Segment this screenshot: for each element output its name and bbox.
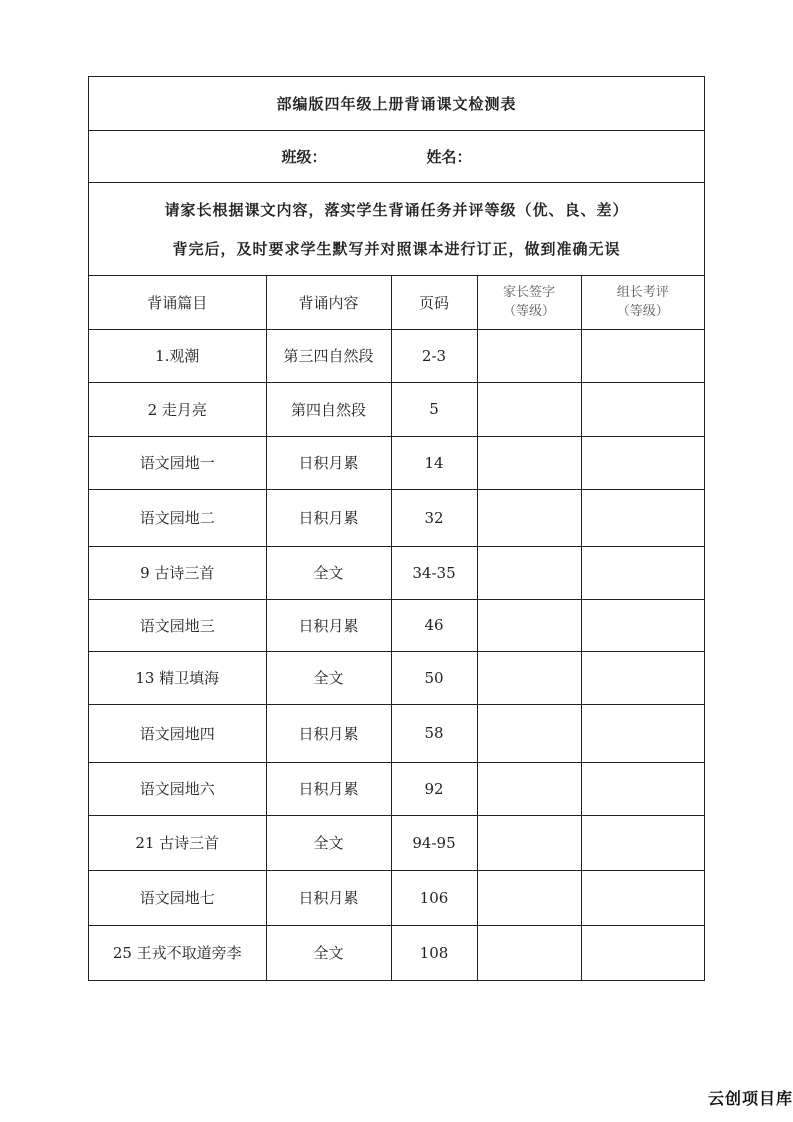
table-row — [89, 599, 704, 651]
row-page-cell: 108 — [391, 925, 477, 980]
parent-signature-cell[interactable] — [477, 925, 581, 980]
row-content-cell: 日积月累 — [266, 599, 391, 651]
student-info-row — [89, 131, 704, 183]
row-title-cell: 25 王戎不取道旁李 — [89, 925, 266, 980]
row-content-cell: 第三四自然段 — [266, 329, 391, 382]
parent-signature-cell[interactable] — [477, 436, 581, 489]
row-content-cell: 日积月累 — [266, 704, 391, 762]
recitation-check-sheet — [88, 76, 705, 981]
table-row — [89, 762, 704, 815]
header-leader-line1: 组长考评 — [616, 285, 669, 301]
table-row — [89, 704, 704, 762]
leader-review-cell[interactable] — [581, 925, 704, 980]
parent-signature-cell[interactable] — [477, 382, 581, 436]
row-page-cell: 2-3 — [391, 329, 477, 382]
row-page-cell: 92 — [391, 762, 477, 815]
parent-signature-cell[interactable] — [477, 651, 581, 704]
table-row — [89, 546, 704, 599]
row-title-cell: 语文园地二 — [89, 489, 266, 546]
row-title-cell: 语文园地一 — [89, 436, 266, 489]
leader-review-cell[interactable] — [581, 651, 704, 704]
row-page-cell: 50 — [391, 651, 477, 704]
header-leader-line2: （等级） — [616, 304, 669, 320]
row-title-cell: 9 古诗三首 — [89, 546, 266, 599]
row-title-cell: 13 精卫填海 — [89, 651, 266, 704]
row-title-cell: 语文园地三 — [89, 599, 266, 651]
header-content: 背诵内容 — [266, 276, 391, 329]
parent-signature-cell[interactable] — [477, 489, 581, 546]
header-parent-line1: 家长签字 — [502, 285, 555, 301]
leader-review-cell[interactable] — [581, 546, 704, 599]
parent-signature-cell[interactable] — [477, 815, 581, 870]
parent-signature-cell[interactable] — [477, 870, 581, 925]
row-page-cell: 58 — [391, 704, 477, 762]
parent-signature-cell[interactable] — [477, 329, 581, 382]
header-title: 背诵篇目 — [89, 276, 266, 329]
table-row — [89, 870, 704, 925]
row-content-cell: 全文 — [266, 815, 391, 870]
row-content-cell: 全文 — [266, 925, 391, 980]
row-title-cell: 语文园地四 — [89, 704, 266, 762]
footer-watermark: 云创项目库 — [707, 1089, 793, 1108]
instruction-line-1: 请家长根据课文内容，落实学生背诵任务并评等级（优、良、差） — [164, 201, 629, 219]
header-parent-signature — [477, 276, 581, 329]
row-content-cell: 日积月累 — [266, 489, 391, 546]
row-content-cell: 全文 — [266, 546, 391, 599]
recitation-table — [89, 276, 704, 980]
sheet-title: 部编版四年级上册背诵课文检测表 — [89, 77, 704, 131]
row-content-cell: 日积月累 — [266, 436, 391, 489]
leader-review-cell[interactable] — [581, 599, 704, 651]
table-row — [89, 382, 704, 436]
row-page-cell: 94-95 — [391, 815, 477, 870]
leader-review-cell[interactable] — [581, 762, 704, 815]
header-leader-review — [581, 276, 704, 329]
leader-review-cell[interactable] — [581, 489, 704, 546]
instruction-line-2: 背完后，及时要求学生默写并对照课本进行订正，做到准确无误 — [172, 240, 621, 258]
parent-signature-cell[interactable] — [477, 704, 581, 762]
name-label: 姓名： — [426, 148, 472, 166]
header-page: 页码 — [391, 276, 477, 329]
leader-review-cell[interactable] — [581, 870, 704, 925]
row-title-cell: 语文园地七 — [89, 870, 266, 925]
table-row — [89, 925, 704, 980]
parent-signature-cell[interactable] — [477, 599, 581, 651]
table-row — [89, 436, 704, 489]
row-content-cell: 全文 — [266, 651, 391, 704]
leader-review-cell[interactable] — [581, 704, 704, 762]
header-parent-line2: （等级） — [502, 304, 555, 320]
row-page-cell: 5 — [391, 382, 477, 436]
row-title-cell: 2 走月亮 — [89, 382, 266, 436]
class-label: 班级： — [281, 148, 327, 166]
parent-signature-cell[interactable] — [477, 762, 581, 815]
leader-review-cell[interactable] — [581, 329, 704, 382]
leader-review-cell[interactable] — [581, 436, 704, 489]
table-row — [89, 815, 704, 870]
table-row — [89, 329, 704, 382]
leader-review-cell[interactable] — [581, 815, 704, 870]
row-page-cell: 106 — [391, 870, 477, 925]
table-row — [89, 651, 704, 704]
row-page-cell: 32 — [391, 489, 477, 546]
row-page-cell: 34-35 — [391, 546, 477, 599]
row-title-cell: 21 古诗三首 — [89, 815, 266, 870]
leader-review-cell[interactable] — [581, 382, 704, 436]
table-header-row — [89, 276, 704, 329]
row-page-cell: 46 — [391, 599, 477, 651]
row-content-cell: 日积月累 — [266, 762, 391, 815]
row-content-cell: 日积月累 — [266, 870, 391, 925]
parent-signature-cell[interactable] — [477, 546, 581, 599]
row-title-cell: 语文园地六 — [89, 762, 266, 815]
row-content-cell: 第四自然段 — [266, 382, 391, 436]
instructions — [89, 183, 704, 276]
row-title-cell: 1.观潮 — [89, 329, 266, 382]
row-page-cell: 14 — [391, 436, 477, 489]
table-row — [89, 489, 704, 546]
